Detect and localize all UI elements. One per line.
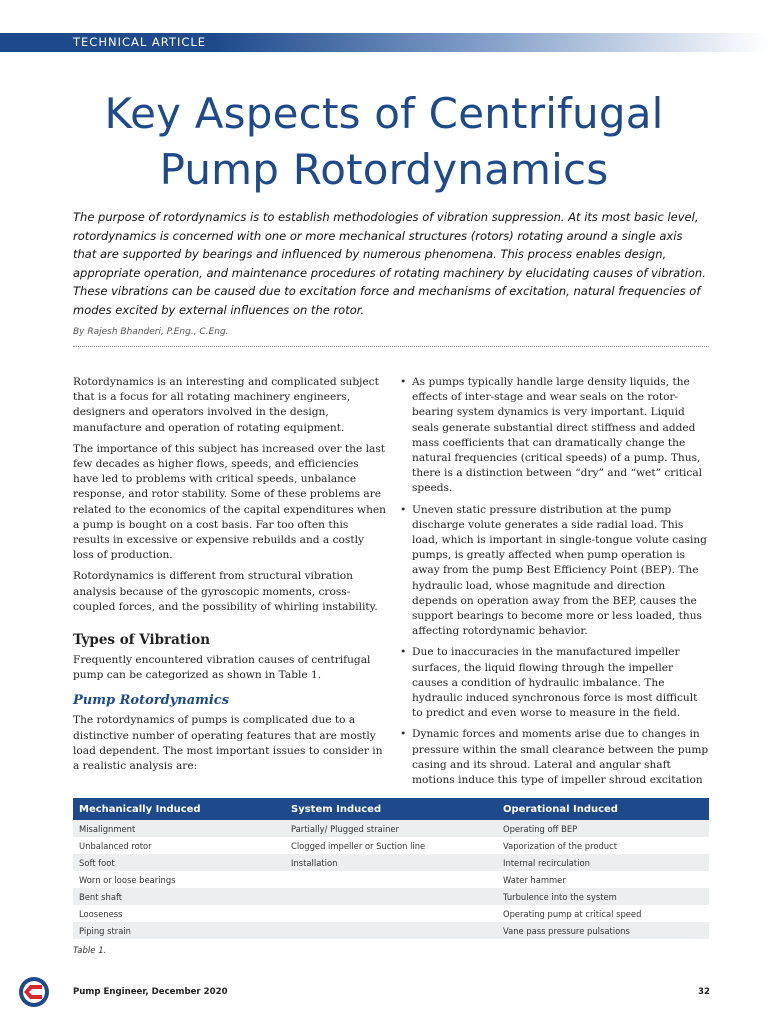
left-column [73, 375, 386, 780]
body-paragraph: Rotordynamics is an interesting and complicated subject that is a focus for all rotating machinery engineers, designers and operators involved in the design, manufacture and operation of rotating equipment. [73, 376, 379, 434]
article-title [40, 86, 728, 198]
table-caption: Table 1. [73, 946, 107, 956]
vibration-causes-table [73, 798, 709, 939]
table-cell: Piping strain [73, 922, 285, 939]
table-cell: Partially/ Plugged strainer [285, 820, 497, 837]
table-cell: Soft foot [73, 854, 285, 871]
bullet-icon: • [400, 503, 407, 516]
table-cell [285, 871, 497, 888]
body-paragraph: The importance of this subject has increased over the last few decades as higher flows, speeds, and efficiencies have led to problems with critical speeds, unbalance response, and rotor stability. Some of these problems are related to the economics of the capital expenditures when a pump is bought on a cost basis. Far too often this results in excessive or expensive rebuilds and a costly loss of production. [73, 442, 387, 562]
table-row [73, 871, 709, 888]
body-paragraph: The rotordynamics of pumps is complicated due to a distinctive number of operating features that are mostly load dependent. The most important issues to consider in a realistic analysis are: [73, 714, 383, 773]
table-cell: Internal recirculation [497, 854, 709, 871]
list-item: • Due to inaccuracies in the manufactured impeller surfaces, the liquid flowing through the impeller causes a condition of hydraulic imbalance. The hydraulic induced synchronous force is most difficult to predict and even worse to measure in the field. [400, 646, 698, 720]
table-header-row [73, 798, 709, 820]
dotted-divider [73, 346, 709, 347]
table-row [73, 922, 709, 939]
bullet-icon: • [400, 646, 407, 659]
body-paragraph: Rotordynamics is different from structural vibration analysis because of the gyroscopic moments, cross-coupled forces, and the possibility of whirling instability. [73, 570, 378, 613]
bullet-icon: • [400, 376, 407, 388]
list-item: • Uneven static pressure distribution at the pump discharge volute generates a side radial load. This load, which is important in single-tongue volute casing pumps, is greatly affected when pump operation is away from the pump Best Efficiency Point (BEP). The hydraulic load, whose magnitude and direction depends on operation away from the BEP, causes the support bearings to become more or less loaded, thus affecting rotordynamic behavior. [400, 503, 707, 638]
bullet-icon: • [400, 728, 407, 741]
page-number: 32 [698, 987, 710, 997]
publisher-logo-icon [18, 976, 50, 1008]
right-column [400, 375, 710, 794]
title-line-2: Pump Rotordynamics [159, 145, 609, 194]
header-banner [0, 33, 768, 52]
body-paragraph: Frequently encountered vibration causes of centrifugal pump can be categorized as shown in Table 1. [73, 654, 371, 682]
table-cell: Misalignment [73, 820, 285, 837]
table-cell: Looseness [73, 905, 285, 922]
column-header: System Induced [285, 798, 497, 820]
table-row [73, 854, 709, 871]
table-cell: Operating off BEP [497, 820, 709, 837]
column-header: Mechanically Induced [73, 798, 285, 820]
table-cell: Bent shaft [73, 888, 285, 905]
column-header: Operational Induced [497, 798, 709, 820]
author-byline: By Rajesh Bhanderi, P.Eng., C.Eng. [73, 327, 229, 337]
table-cell [285, 905, 497, 922]
issues-list [400, 375, 710, 788]
list-item: • Dynamic forces and moments arise due to changes in pressure within the small clearance between the pump casing and its shroud. Lateral and angular shaft motions induce this type of impeller shroud excitation [400, 728, 709, 787]
table-cell [285, 922, 497, 939]
table-cell: Clogged impeller or Suction line [285, 837, 497, 854]
table-cell: Vaporization of the product [497, 837, 709, 854]
table-cell [285, 888, 497, 905]
table-cell: Worn or loose bearings [73, 871, 285, 888]
section-label: TECHNICAL ARTICLE [73, 35, 207, 49]
table-cell: Unbalanced rotor [73, 837, 285, 854]
table-cell: Installation [285, 854, 497, 871]
table-row [73, 820, 709, 837]
heading-types-of-vibration: Types of Vibration [73, 632, 211, 649]
table-row [73, 888, 709, 905]
publication-name: Pump Engineer, December 2020 [73, 987, 228, 997]
list-item: • As pumps typically handle large density liquids, the effects of inter-stage and wear seals on the rotor-bearing system dynamics is very important. Liquid seals generate substantial direct stiffness and added mass coefficients that can dramatically change the natural frequencies (critical speeds) of a pump. Thus, there is a distinction between “dry” and “wet” critical speeds. [400, 376, 703, 495]
table-cell: Operating pump at critical speed [497, 905, 709, 922]
heading-pump-rotordynamics: Pump Rotordynamics [73, 693, 230, 709]
table-row [73, 837, 709, 854]
title-line-1: Key Aspects of Centrifugal [104, 89, 664, 138]
table-cell: Water hammer [497, 871, 709, 888]
table-cell: Turbulence into the system [497, 888, 709, 905]
table-cell: Vane pass pressure pulsations [497, 922, 709, 939]
table-row [73, 905, 709, 922]
intro-paragraph: The purpose of rotordynamics is to establish methodologies of vibration suppression. At its most basic level, rotordynamics is concerned with one or more mechanical structures (rotors) rotating around a single axis that are supported by bearings and influenced by numerous phenomena. This process enables design, appropriate operation, and maintenance procedures of rotating machinery by elucidating causes of vibration. These vibrations can be caused due to excitation force and mechanisms of excitation, natural frequencies of modes excited by external influences on the rotor. [73, 210, 706, 317]
